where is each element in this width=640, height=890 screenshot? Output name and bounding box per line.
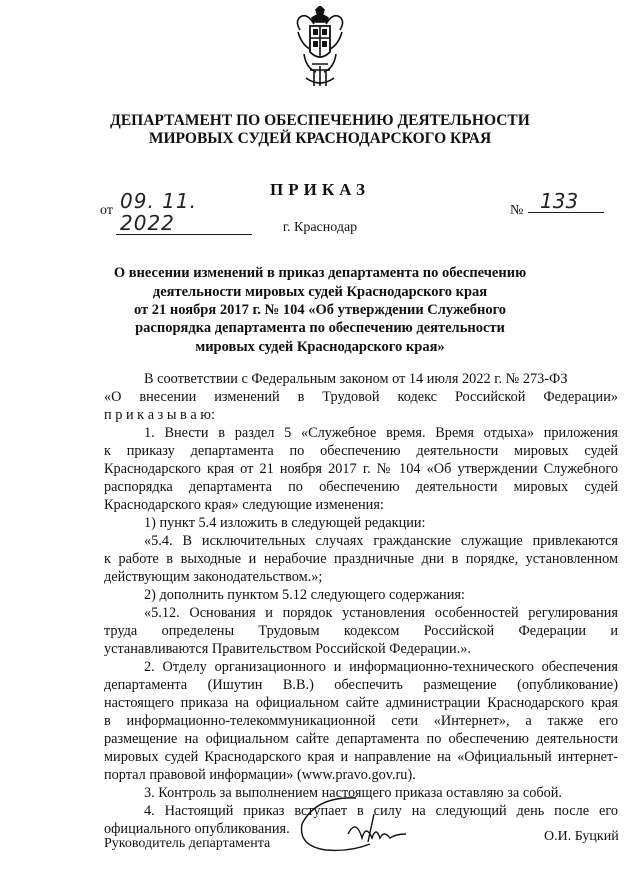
organization-name-line1: ДЕПАРТАМЕНТ ПО ОБЕСПЕЧЕНИЮ ДЕЯТЕЛЬНОСТИ (110, 112, 530, 129)
date-prefix: от (100, 203, 113, 218)
body-text-line: В соответствии с Федеральным законом от 14 июля 2022 г. № 273-ФЗ (144, 371, 568, 387)
handwritten-number: 133 (528, 190, 604, 213)
coat-of-arms-icon (292, 6, 348, 88)
organization-name-line2: МИРОВЫХ СУДЕЙ КРАСНОДАРСКОГО КРАЯ (148, 130, 492, 147)
title-line: мировых судей Краснодарского края» (195, 339, 445, 355)
number-prefix: № (510, 203, 524, 218)
title-line: от 21 ноября 2017 г. № 104 «Об утверждении Служебного (133, 302, 507, 318)
handwritten-date: 09. 11. 2022 (116, 190, 252, 235)
body-text-line: труда определены Трудовым кодексом Российской Федерации и (104, 623, 618, 639)
body-text-line: устанавливаются Правительством Российской Федерации.». (104, 641, 471, 657)
body-text-line: официального опубликования. (104, 821, 290, 837)
body-text-line: 3. Контроль за выполнением настоящего приказа оставляю за собой. (144, 785, 563, 801)
body-text-line: п р и к а з ы в а ю: (104, 407, 215, 423)
body-text-line: к работе в выходные и нерабочие праздничные дни в порядке, установленном (104, 551, 618, 567)
handwritten-signature (296, 794, 416, 856)
body-text-line: портал правовой информации» (www.pravo.gov.ru). (104, 767, 416, 783)
body-text-line: «5.12. Основания и порядок установления особенностей регулирования (144, 605, 618, 621)
document-type-title: ПРИКАЗ (270, 180, 370, 199)
body-text-line: размещение на официальном сайте департамента по обеспечению деятельности (104, 731, 618, 747)
signatory-name: О.И. Буцкий (544, 829, 619, 844)
body-text-line: распорядка департамента по обеспечению деятельности мировых судей (104, 479, 618, 495)
signatory-position: Руководитель департамента (104, 836, 271, 851)
body-text-line: 1. Внести в раздел 5 «Служебное время. Время отдыха» приложения (144, 425, 618, 441)
title-line: О внесении изменений в приказ департамента по обеспечению (113, 265, 527, 281)
city-label: г. Краснодар (282, 220, 358, 235)
body-text-line: настоящего приказа на официальном сайте администрации Краснодарского края (104, 695, 618, 711)
body-text-line: в информационно-телекоммуникационной сети «Интернет», а также его (104, 713, 618, 729)
body-text-line: к приказу департамента по обеспечению деятельности мировых судей (104, 443, 618, 459)
body-text-line: 2) дополнить пунктом 5.12 следующего содержания: (144, 587, 465, 603)
body-text-line: Краснодарского края» следующие изменения: (104, 497, 384, 513)
title-line: распорядка департамента по обеспечению деятельности (135, 320, 505, 336)
body-text-line: «О внесении изменений в Трудовой кодекс Российской Федерации» (104, 389, 618, 405)
body-text-line: 1) пункт 5.4 изложить в следующей редакции: (144, 515, 426, 531)
title-line: деятельности мировых судей Краснодарского края (152, 284, 488, 300)
body-text-line: 2. Отделу организационного и информационно-технического обеспечения (144, 659, 618, 675)
body-text-line: 4. Настоящий приказ вступает в силу на следующий день после его (144, 803, 618, 819)
body-text-line: Краснодарского края от 21 ноября 2017 г. № 104 «Об утверждении Служебного (104, 461, 618, 477)
body-text-line: действующим законодательством.»; (104, 569, 323, 585)
body-text-line: департамента (Ишутин В.В.) обеспечить размещение (опубликование) (104, 677, 618, 693)
body-text-line: «5.4. В исключительных случаях гражданские служащие привлекаются (144, 533, 618, 549)
body-text-line: мировых судей Краснодарского края и направление на «Официальный интернет- (104, 749, 618, 765)
